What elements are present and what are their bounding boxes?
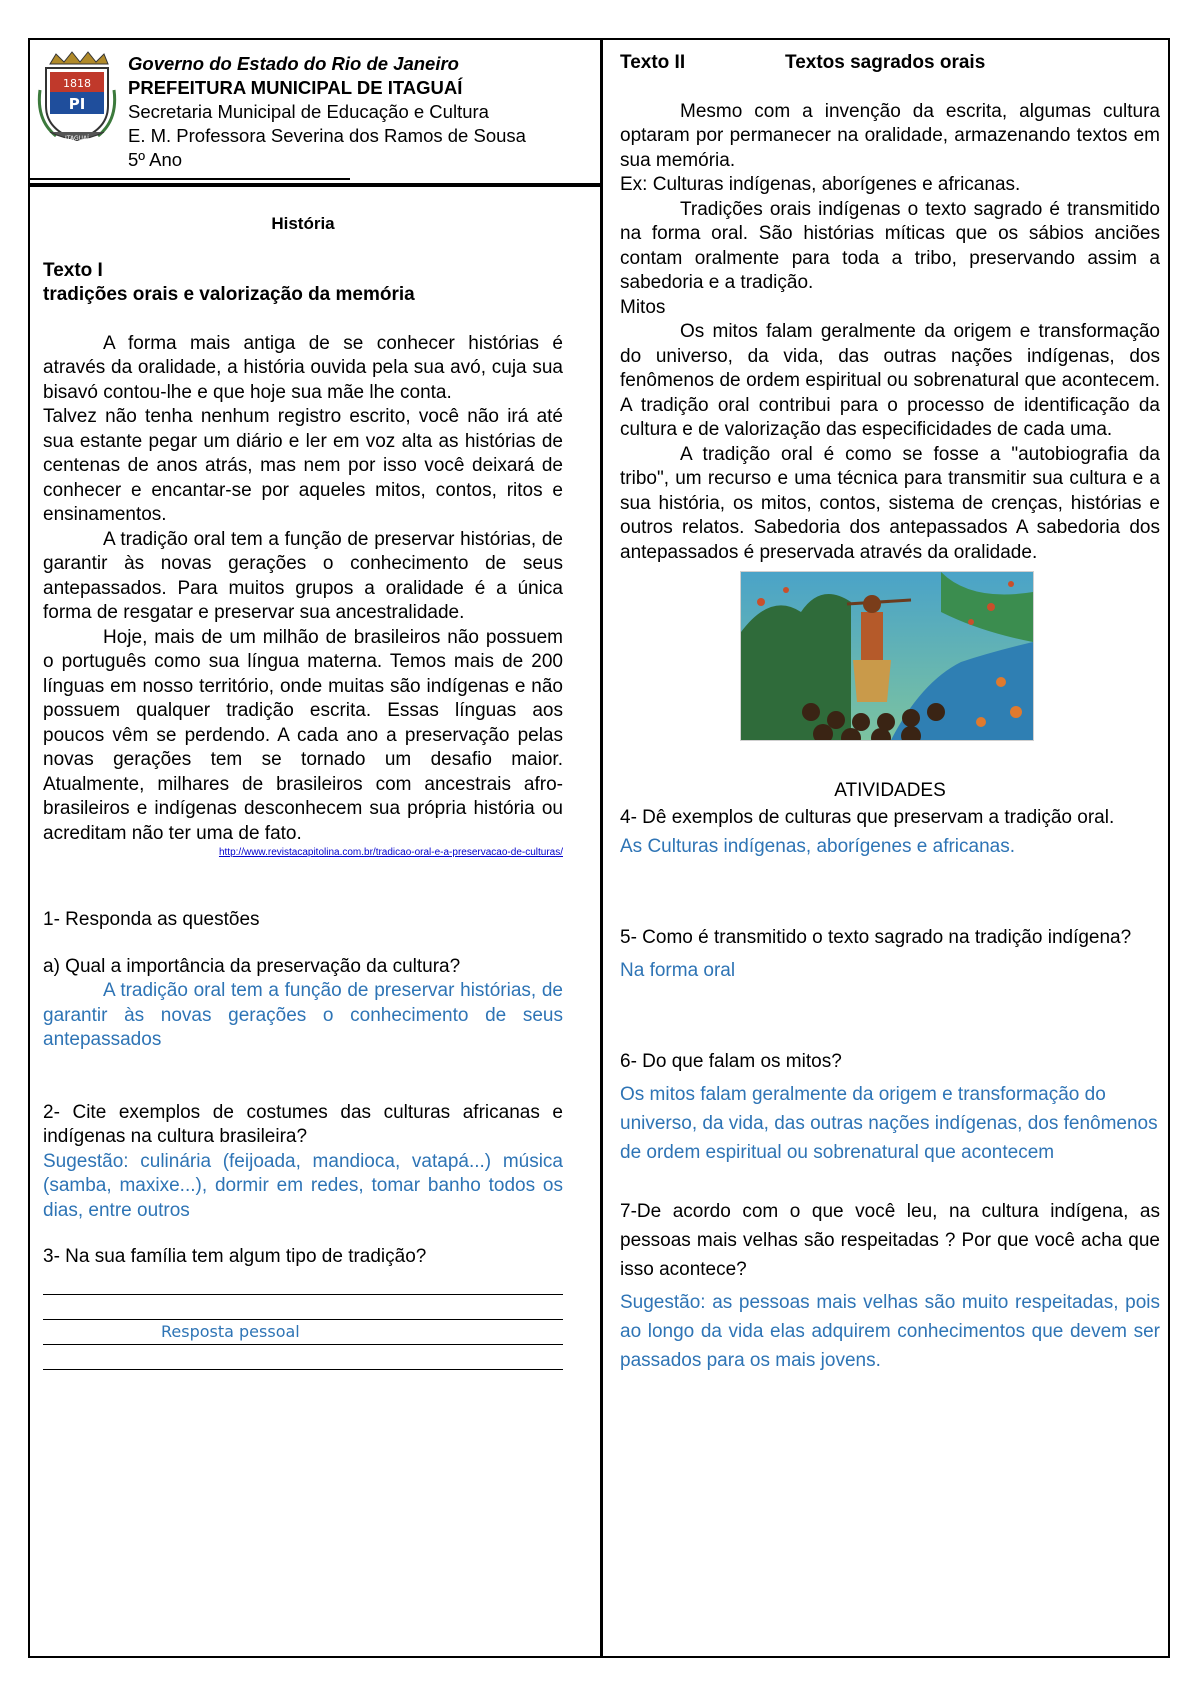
answer-6: Os mitos falam geralmente da origem e transformação do universo, da vida, das outras nações indígenas, dos fenômenos de ordem espiritual ou sobrenatural que acontecem xyxy=(620,1084,1158,1163)
grade-label: 5º Ano xyxy=(128,149,183,170)
question-4: 4- Dê exemplos de culturas que preservam a tradição oral. xyxy=(620,807,1115,828)
school-name: E. M. Professora Severina dos Ramos de Sousa xyxy=(128,125,526,146)
header-rule xyxy=(30,183,600,187)
question-5: 5- Como é transmitido o texto sagrado na tradição indígena? xyxy=(620,927,1132,948)
question-6: 6- Do que falam os mitos? xyxy=(620,1051,842,1072)
texto1-paragraph-1: A forma mais antiga de se conhecer histórias é através da oralidade, a história ouvida pela sua avó, cuja sua bisavó contou-lhe e que hoje sua mãe lhe conta. xyxy=(43,332,563,403)
atividades-heading: ATIVIDADES xyxy=(834,779,946,801)
right-column xyxy=(620,51,1160,1375)
texto2-paragraph-5: A tradição oral é como se fosse a "autobiografia da tribo", um recurso e uma técnica para transmitir sua cultura e a sua história, os mitos, contos, sistema de crenças, histórias e outros relatos. Sabedoria dos antepassados A sabedoria dos antepassados é preservada através da oralidade. xyxy=(620,443,1160,563)
answer-line-4 xyxy=(43,1345,563,1370)
answer-5: Na forma oral xyxy=(620,960,736,981)
svg-text:ITAGUAÍ: ITAGUAÍ xyxy=(65,135,89,142)
texto1-paragraph-2: Talvez não tenha nenhum registro escrito, você não irá até sua estante pegar um diário e ler em voz alta as histórias de centenas de anos atrás, mas nem por isso você deixará de conhecer e encantar-se por aqueles mitos, contos, ritos e ensinamentos. xyxy=(43,406,563,525)
header-rule-thin xyxy=(30,178,350,180)
question-7: 7-De acordo com o que você leu, na cultura indígena, as pessoas mais velhas são respeitadas ? Por que você acha que isso acontece? xyxy=(620,1201,1160,1280)
school-header xyxy=(128,52,590,172)
texto1-title: Texto I xyxy=(43,259,103,281)
question-3: 3- Na sua família tem algum tipo de tradição? xyxy=(43,1246,427,1267)
subject-title: História xyxy=(271,214,335,233)
column-divider xyxy=(600,38,603,1658)
prefecture-name: PREFEITURA MUNICIPAL DE ITAGUAÍ xyxy=(128,77,463,98)
source-link[interactable]: http://www.revistacapitolina.com.br/tradicao-oral-e-a-preservacao-de-culturas/ xyxy=(218,847,563,858)
answer-2: Sugestão: culinária (feijoada, mandioca, vatapá...) música (samba, maxixe...), dormir em redes, tomar banho todos os dias, entre outros xyxy=(43,1150,563,1221)
city-crest-icon xyxy=(36,50,118,144)
texto1-paragraph-4: Hoje, mais de um milhão de brasileiros não possuem o português como sua língua materna. Temos mais de 200 línguas em nosso território, onde muitas são indígenas e não possuem qualquer tradição escrita. Essas línguas aos poucos vêm se perdendo. A cada ano a preservação pelas novas gerações tem se tornado um desafio maior. Atualmente, milhares de brasileiros com ancestrais afro-brasileiros e indígenas desconhecem sua própria história ou acreditam não ter uma de fato. xyxy=(43,626,563,844)
left-column xyxy=(43,212,563,1370)
texto1-paragraph-3: A tradição oral tem a função de preservar histórias, de garantir às novas gerações o conhecimento de seus antepassados. Para muitos grupos a oralidade é a única forma de resgatar e preservar sua ancestralidade. xyxy=(43,528,563,623)
answer-4: As Culturas indígenas, aborígenes e africanas. xyxy=(620,836,1016,857)
answer-line-2 xyxy=(43,1295,563,1320)
svg-text:PI: PI xyxy=(68,95,86,113)
answer-1a: A tradição oral tem a função de preservar histórias, de garantir às novas gerações o conhecimento de seus antepassados xyxy=(43,980,563,1050)
secretariat-name: Secretaria Municipal de Educação e Cultura xyxy=(128,101,489,122)
question-1: 1- Responda as questões xyxy=(43,909,260,930)
texto2-label: Texto II xyxy=(620,52,686,73)
texto2-heading xyxy=(620,51,1160,76)
texto2-paragraph-3: Tradições orais indígenas o texto sagrado é transmitido na forma oral. São histórias míticas que os sábios anciões contam oralmente para toda a tribo, preservando assim a sabedoria e a tradição. xyxy=(620,198,1160,293)
texto1-subtitle: tradições orais e valorização da memória xyxy=(43,284,415,305)
texto2-paragraph-4: Os mitos falam geralmente da origem e transformação do universo, da vida, das outras nações indígenas, dos fenômenos de ordem espiritual ou sobrenatural que acontecem. A tradição oral contribui para o processo de identificação da cultura e de valorização das especificidades de cada uma. xyxy=(620,321,1160,440)
answer-7: Sugestão: as pessoas mais velhas são muito respeitadas, pois ao longo da vida elas adquirem conhecimentos que devem ser passados para os mais jovens. xyxy=(620,1292,1160,1371)
answer-line-1 xyxy=(43,1270,563,1295)
question-1a: a) Qual a importância da preservação da cultura? xyxy=(43,955,461,977)
answer-3: Resposta pessoal xyxy=(43,1320,563,1345)
texto2-paragraph-2: Ex: Culturas indígenas, aborígenes e africanas. xyxy=(620,174,1021,195)
mitos-heading: Mitos xyxy=(620,296,666,318)
government-name: Governo do Estado do Rio de Janeiro xyxy=(128,53,459,74)
indigenous-storytelling-illustration xyxy=(740,571,1034,741)
question-2: 2- Cite exemplos de costumes das culturas africanas e indígenas na cultura brasileira? xyxy=(43,1101,563,1147)
svg-text:1818: 1818 xyxy=(63,77,91,90)
texto2-title: Textos sagrados orais xyxy=(785,52,986,73)
texto2-paragraph-1: Mesmo com a invenção da escrita, algumas cultura optaram por permanecer na oralidade, armazenando textos em sua memória. xyxy=(620,100,1160,171)
